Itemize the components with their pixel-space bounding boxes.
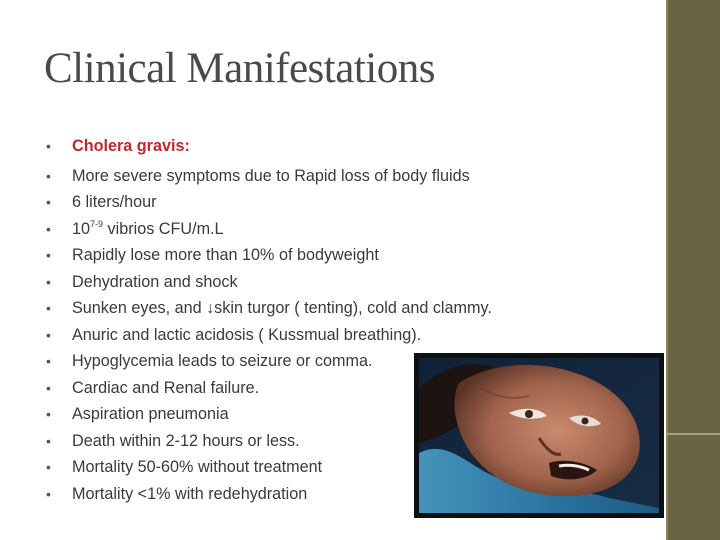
list-item-text: Hypoglycemia leads to seizure or comma. [72,352,373,370]
list-item [46,322,492,349]
section-heading: Cholera gravis: [72,137,190,155]
bullet-icon: • [46,485,51,502]
patient-photo-illustration [419,358,659,513]
list-item [46,242,492,269]
list-item [46,216,492,243]
bullet-icon: • [46,379,51,396]
bullet-icon: • [46,406,51,422]
bullet-icon: • [46,247,51,263]
list-item-heading [46,133,492,161]
list-item-text: Sunken eyes, and ↓skin turgor ( tenting), cold and clammy. [72,299,492,317]
bullet-icon: • [46,326,51,343]
exponent-rest: vibrios CFU/m.L [103,219,224,238]
exponent: 7-9 [90,218,104,229]
list-item-text: Death within 2-12 hours or less. [72,431,300,450]
list-item-text: 6 liters/hour [72,193,157,211]
list-item-text: Rapidly lose more than 10% of bodyweight [72,246,379,264]
bullet-icon: • [46,353,51,369]
list-item [46,163,492,190]
list-item-text: Cardiac and Renal failure. [72,378,260,397]
sidebar-divider [666,0,668,540]
list-item-text [72,216,224,243]
list-item [46,269,492,296]
bullet-icon: • [46,459,51,475]
sidebar-band [666,0,720,540]
exponent-base: 10 [72,219,91,238]
list-item-text: Anuric and lactic acidosis ( Kussmual breathing). [72,325,422,344]
slide-title: Clinical Manifestations [44,45,435,92]
list-item-text: Dehydration and shock [72,272,238,291]
list-item [46,189,492,216]
list-item-text: Mortality 50-60% without treatment [72,458,323,476]
bullet-icon: • [46,273,51,290]
bullet-icon: • [46,432,51,449]
bullet-icon: • [46,194,51,210]
list-item-text: Aspiration pneumonia [72,405,229,423]
patient-photo [414,353,664,518]
sidebar-accent-line [666,433,720,435]
bullet-icon: • [46,167,51,184]
list-item-text: Mortality <1% with redehydration [72,484,308,503]
bullet-icon: • [46,300,51,316]
list-item-text: More severe symptoms due to Rapid loss of body fluids [72,166,470,185]
list-item [46,295,492,322]
bullet-icon: • [46,138,51,154]
bullet-icon: • [46,220,51,237]
